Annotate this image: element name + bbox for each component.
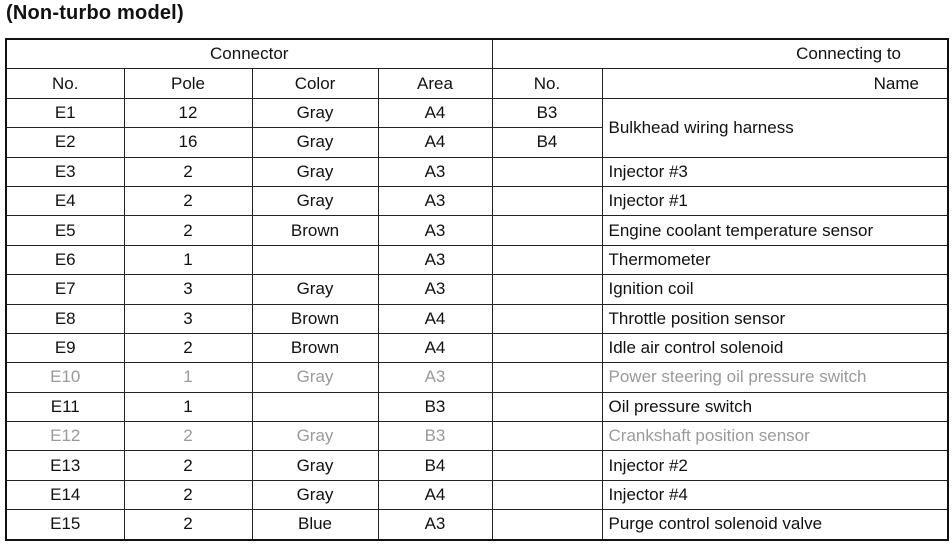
connecting-no-cell: [492, 245, 602, 274]
table-row: [6, 186, 948, 215]
connecting-name-cell: Bulkhead wiring harness: [602, 98, 948, 157]
connector-no-cell: E8: [6, 304, 124, 333]
header-pole: Pole: [124, 69, 252, 98]
pole-cell: 2: [124, 510, 252, 540]
area-cell: A3: [378, 363, 492, 392]
connecting-no-cell: [492, 451, 602, 480]
connecting-name-cell: Injector #4: [602, 480, 948, 509]
color-cell: Gray: [252, 128, 378, 157]
pole-cell: 1: [124, 363, 252, 392]
pole-cell: 2: [124, 451, 252, 480]
connecting-name-cell: Injector #3: [602, 157, 948, 186]
connector-no-cell: E2: [6, 128, 124, 157]
area-cell: A4: [378, 128, 492, 157]
header-area: Area: [378, 69, 492, 98]
table-row: [6, 451, 948, 480]
connector-no-cell: E9: [6, 333, 124, 362]
pole-cell: 3: [124, 275, 252, 304]
connecting-name-cell: Engine coolant temperature sensor: [602, 216, 948, 245]
connector-no-cell: E14: [6, 480, 124, 509]
connector-table: [5, 38, 949, 541]
connecting-no-cell: [492, 304, 602, 333]
area-cell: A4: [378, 98, 492, 127]
color-cell: Gray: [252, 363, 378, 392]
color-cell: Gray: [252, 480, 378, 509]
table-row: [6, 392, 948, 421]
color-cell: Gray: [252, 186, 378, 215]
connecting-name-cell: Throttle position sensor: [602, 304, 948, 333]
connecting-no-cell: B4: [492, 128, 602, 157]
connector-no-cell: E3: [6, 157, 124, 186]
color-cell: Gray: [252, 157, 378, 186]
color-cell: Blue: [252, 510, 378, 540]
header-name: Name: [602, 69, 948, 98]
connector-no-cell: E4: [6, 186, 124, 215]
table-row: [6, 510, 948, 540]
area-cell: B3: [378, 422, 492, 451]
table-row: [6, 304, 948, 333]
area-cell: A4: [378, 333, 492, 362]
table-row: [6, 422, 948, 451]
table-row: [6, 98, 948, 127]
color-cell: Gray: [252, 98, 378, 127]
header-row-columns: [6, 69, 948, 98]
pole-cell: 1: [124, 392, 252, 421]
pole-cell: 1: [124, 245, 252, 274]
table-row: [6, 216, 948, 245]
pole-cell: 2: [124, 157, 252, 186]
pole-cell: 3: [124, 304, 252, 333]
connector-no-cell: E5: [6, 216, 124, 245]
table-row: [6, 157, 948, 186]
area-cell: A3: [378, 510, 492, 540]
pole-cell: 2: [124, 216, 252, 245]
connector-no-cell: E7: [6, 275, 124, 304]
connecting-no-cell: [492, 216, 602, 245]
connecting-no-cell: [492, 157, 602, 186]
connector-no-cell: E6: [6, 245, 124, 274]
area-cell: A3: [378, 216, 492, 245]
connecting-no-cell: B3: [492, 98, 602, 127]
connecting-name-cell: Injector #2: [602, 451, 948, 480]
color-cell: Brown: [252, 304, 378, 333]
color-cell: Brown: [252, 216, 378, 245]
table-row: [6, 333, 948, 362]
table-row: [6, 245, 948, 274]
connecting-name-cell: Purge control solenoid valve: [602, 510, 948, 540]
connecting-no-cell: [492, 422, 602, 451]
connecting-name-cell: Ignition coil: [602, 275, 948, 304]
area-cell: B3: [378, 392, 492, 421]
connecting-name-cell: Crankshaft position sensor: [602, 422, 948, 451]
area-cell: A4: [378, 480, 492, 509]
table-row: [6, 480, 948, 509]
color-cell: Brown: [252, 333, 378, 362]
connecting-name-cell: Thermometer: [602, 245, 948, 274]
color-cell: Gray: [252, 422, 378, 451]
connecting-no-cell: [492, 363, 602, 392]
pole-cell: 16: [124, 128, 252, 157]
table-row: [6, 275, 948, 304]
connector-no-cell: E1: [6, 98, 124, 127]
connector-no-cell: E11: [6, 392, 124, 421]
color-cell: Gray: [252, 451, 378, 480]
page-title: (Non-turbo model): [6, 2, 184, 24]
pole-cell: 2: [124, 333, 252, 362]
pole-cell: 12: [124, 98, 252, 127]
header-connector: Connector: [6, 39, 492, 69]
connector-no-cell: E12: [6, 422, 124, 451]
connecting-name-cell: Oil pressure switch: [602, 392, 948, 421]
area-cell: A3: [378, 157, 492, 186]
connector-no-cell: E10: [6, 363, 124, 392]
connecting-name-cell: Power steering oil pressure switch: [602, 363, 948, 392]
connecting-no-cell: [492, 392, 602, 421]
color-cell: [252, 392, 378, 421]
connecting-name-cell: Idle air control solenoid: [602, 333, 948, 362]
connecting-no-cell: [492, 333, 602, 362]
connector-no-cell: E15: [6, 510, 124, 540]
connecting-no-cell: [492, 186, 602, 215]
header-connecting-to: Connecting to: [492, 39, 948, 69]
header-row-group: [6, 39, 948, 69]
area-cell: A3: [378, 186, 492, 215]
connecting-no-cell: [492, 510, 602, 540]
area-cell: B4: [378, 451, 492, 480]
header-color: Color: [252, 69, 378, 98]
connector-no-cell: E13: [6, 451, 124, 480]
pole-cell: 2: [124, 480, 252, 509]
header-no: No.: [6, 69, 124, 98]
connecting-name-cell: Injector #1: [602, 186, 948, 215]
connecting-no-cell: [492, 480, 602, 509]
table-row: [6, 363, 948, 392]
area-cell: A3: [378, 245, 492, 274]
color-cell: Gray: [252, 275, 378, 304]
connecting-no-cell: [492, 275, 602, 304]
pole-cell: 2: [124, 186, 252, 215]
color-cell: [252, 245, 378, 274]
area-cell: A3: [378, 275, 492, 304]
header-conn-no: No.: [492, 69, 602, 98]
area-cell: A4: [378, 304, 492, 333]
pole-cell: 2: [124, 422, 252, 451]
